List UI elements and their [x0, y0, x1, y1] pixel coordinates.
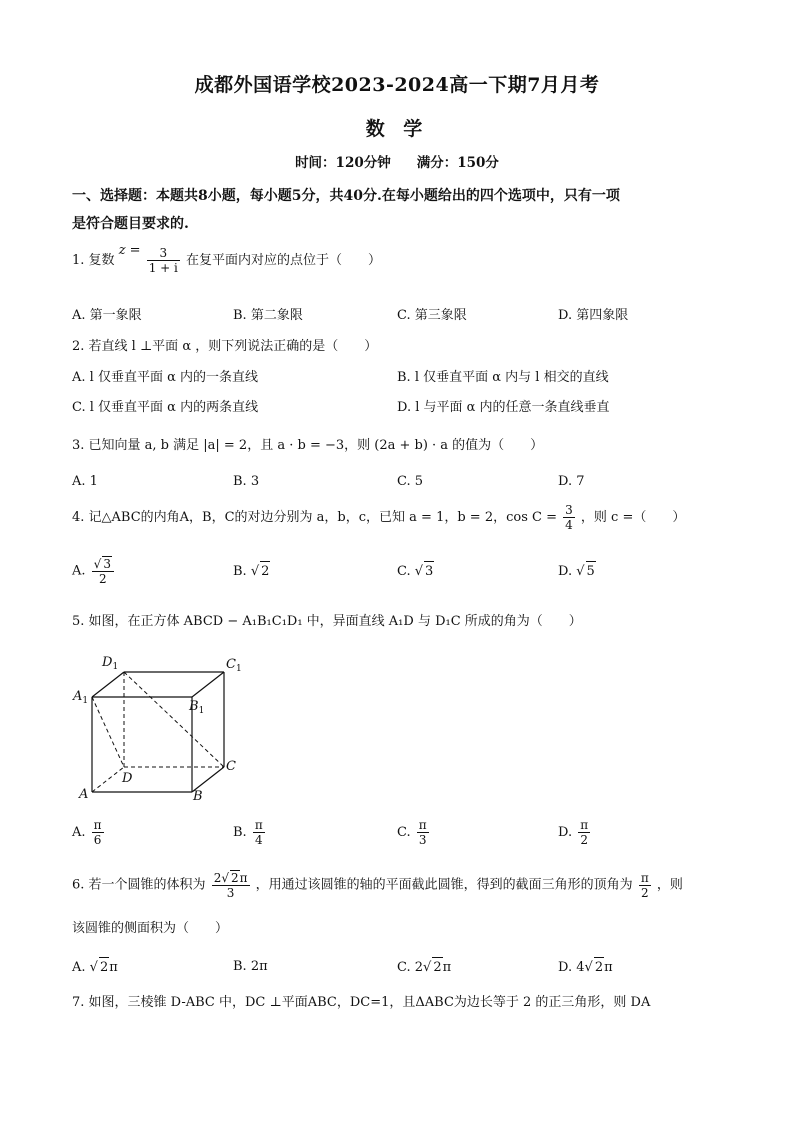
q4-a-label: A.: [72, 563, 86, 579]
q1-prefix: 1. 复数: [72, 253, 115, 268]
section-heading-line2: 是符合题目要求的.: [72, 216, 189, 232]
question-2: 2. 若直线 l ⊥平面 α ，则下列说法正确的是（ ）: [72, 339, 378, 354]
q4-frac-num: 3: [565, 503, 573, 517]
q5-option-a: A. $\frac{\pi}{6}$: [72, 818, 102, 847]
q6-option-a: A. √ 2π: [72, 957, 118, 978]
q2-option-c: C. l 仅垂直平面 α 内的两条直线: [72, 400, 259, 415]
question-6-line2: 该圆锥的侧面积为（ ）: [72, 921, 229, 936]
q4-b-value: 2: [260, 561, 270, 582]
q4-option-b: B. √ 2: [233, 561, 270, 582]
q4-option-c: C. √ 3: [397, 561, 434, 582]
question-7: 7. 如图，三棱锥 D-ABC 中，DC ⊥平面ABC，DC=1，且ΔABC为边长等于 2 的正三角形，则 DA: [72, 995, 651, 1010]
q1-fraction: [147, 246, 180, 275]
q4-d-value: 5: [586, 561, 596, 582]
label-a: A: [79, 787, 89, 802]
q6-option-d: D. 4√ 2π: [558, 957, 613, 978]
q6-angle-fraction: $\frac{\pi}{2}$: [640, 870, 649, 900]
exam-subject: 数 学: [365, 118, 429, 140]
exam-time: 时间：120分钟: [295, 155, 391, 171]
cube-figure: [72, 652, 242, 802]
label-c1: $C_1$: [226, 657, 242, 674]
q6-option-b: B. 2π: [233, 959, 268, 974]
q4-option-d: D. √ 5: [558, 561, 596, 582]
question-4: [72, 503, 722, 532]
label-b: B: [193, 789, 203, 802]
q3-option-a: A. 1: [72, 474, 98, 489]
q2-option-a: A. l 仅垂直平面 α 内的一条直线: [72, 370, 258, 385]
label-c: C: [226, 759, 236, 774]
q1-option-a: A. 第一象限: [72, 308, 142, 323]
question-6: 6. 若一个圆锥的体积为 $\frac{2√ 2\pi}{3}$ ，用通过该圆锥的轴的平面截此圆锥，得到的截面三角形的顶角为 $\frac{\pi}{2}$ ，则: [72, 870, 683, 900]
q6-volume-fraction: $\frac{2√ 2\pi}{3}$: [213, 871, 248, 900]
label-d: D: [122, 771, 133, 786]
q1-suffix: 在复平面内对应的点位于（ ）: [186, 253, 382, 268]
q1-option-d: D. 第四象限: [558, 308, 629, 323]
q4-text-a: 4. 记△ABC的内角A，B，C的对边分别为 a，b，c，已知 a = 1，b = 2，cos C =: [72, 510, 557, 525]
q1-frac-den: 1 + i: [148, 261, 178, 275]
question-1: [72, 243, 722, 275]
q4-a-den: 2: [99, 572, 107, 586]
question-3: 3. 已知向量 a, b 满足 |a| = 2，且 a · b = −3，则 (2a + b) · a 的值为（ ）: [72, 438, 544, 453]
q4-option-a: [72, 556, 116, 586]
section-heading: [72, 182, 722, 238]
exam-score: 满分：150分: [416, 155, 499, 171]
exam-title: 成都外国语学校2023-2024高一下期7月月考: [194, 74, 600, 96]
q1-frac-num: 3: [147, 246, 180, 261]
q3-option-d: D. 7: [558, 474, 585, 489]
question-5: 5. 如图，在正方体 ABCD − A₁B₁C₁D₁ 中，异面直线 A₁D 与 D₁C 所成的角为（ ）: [72, 614, 582, 629]
q2-option-d: D. l 与平面 α 内的任意一条直线垂直: [397, 400, 610, 415]
section-heading-line1: 一、选择题：本题共8小题，每小题5分，共40分.在每小题给出的四个选项中，只有一项: [72, 188, 620, 204]
q1-option-c: C. 第三象限: [397, 308, 467, 323]
q4-text-b: ，则 c =（ ）: [580, 510, 686, 525]
q6-option-c: C. 2√ 2π: [397, 957, 451, 978]
q4-a-num: √ 3: [92, 556, 114, 572]
q1-z: z =: [118, 243, 141, 258]
q4-fraction: [563, 503, 575, 532]
label-a1: $A_1$: [73, 689, 89, 706]
q1-option-b: B. 第二象限: [233, 308, 303, 323]
q5-option-d: D. $\frac{\pi}{2}$: [558, 818, 589, 847]
q4-c-value: 3: [424, 561, 434, 582]
q3-option-c: C. 5: [397, 474, 424, 489]
exam-meta: [0, 151, 794, 171]
q5-option-b: B. $\frac{\pi}{4}$: [233, 818, 263, 847]
q4-frac-den: 4: [565, 518, 573, 532]
q2-option-b: B. l 仅垂直平面 α 内与 l 相交的直线: [397, 370, 609, 385]
label-d1: $D_1$: [102, 655, 119, 672]
q3-option-b: B. 3: [233, 474, 260, 489]
label-b1: $B_1$: [189, 699, 205, 716]
q4-a-fraction: [92, 556, 114, 586]
q5-option-c: C. $\frac{\pi}{3}$: [397, 818, 427, 847]
